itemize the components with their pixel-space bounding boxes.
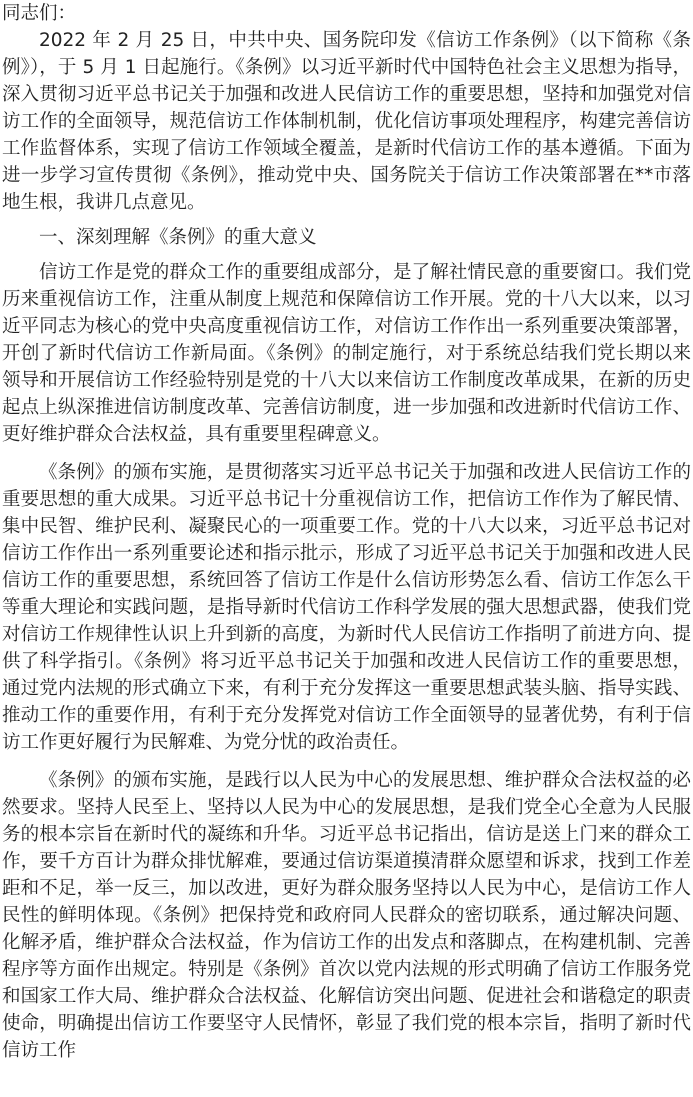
paragraph-intro: 2022 年 2 月 25 日，中共中央、国务院印发《信访工作条例》（以下简称《条例》），于 5 月 1 日起施行。《条例》以习近平新时代中国特色社会主义思想为指导，深入贯彻习近平总书记关于加强和改进人民信访工作的重要思想，坚持和加强党对信访工作的全面领导，规范信访工作体制机制，优化信访事项处理程序，构建完善信访工作监督体系，实现了信访工作领域全覆盖，是新时代信访工作的基本遵循。下面为进一步学习宣传贯彻《条例》，推动党中央、国务院关于信访工作决策部署在**市落地生根，我讲几点意见。	[2, 30, 691, 213]
paragraph-people-centered: 《条例》的颁布实施，是践行以人民为中心的发展思想、维护群众合法权益的必然要求。坚持人民至上、坚持以人民为中心的发展思想，是我们党全心全意为人民服务的根本宗旨在新时代的凝练和升华。习近平总书记指出，信访是送上门来的群众工作，要千方百计为群众排忧解难，要通过信访渠道摸清群众愿望和诉求，找到工作差距和不足，举一反三，加以改进，更好为群众服务坚持以人民为中心，是信访工作人民性的鲜明体现。《条例》把保持党和政府同人民群众的密切联系，通过解决问题、化解矛盾，维护群众合法权益，作为信访工作的出发点和落脚点，在构建机制、完善程序等方面作出规定。特别是《条例》首次以党内法规的形式明确了信访工作服务党和国家工作大局、维护群众合法权益、化解信访突出问题、促进社会和谐稳定的职责使命，明确提出信访工作要坚守人民情怀，彰显了我们党的根本宗旨，指明了新时代信访工作	[2, 770, 691, 1061]
salutation: 同志们：	[2, 3, 77, 24]
paragraph-significance: 信访工作是党的群众工作的重要组成部分，是了解社情民意的重要窗口。我们党历来重视信访工作，注重从制度上规范和保障信访工作开展。党的十八大以来，以习近平同志为核心的党中央高度重视信访工作，对信访工作作出一系列重要决策部署，开创了新时代信访工作新局面。《条例》的制定施行，对于系统总结我们党长期以来领导和开展信访工作经验特别是党的十八大以来信访工作制度改革成果，在新的历史起点上纵深推进信访制度改革、完善信访制度，进一步加强和改进新时代信访工作、更好维护群众合法权益，具有重要里程碑意义。	[2, 262, 691, 445]
section-heading-1: 一、深刻理解《条例》的重大意义	[39, 227, 317, 248]
paragraph-thought: 《条例》的颁布实施，是贯彻落实习近平总书记关于加强和改进人民信访工作的重要思想的重大成果。习近平总书记十分重视信访工作，把信访工作作为了解民情、集中民智、维护民利、凝聚民心的一项重要工作。党的十八大以来，习近平总书记对信访工作作出一系列重要论述和指示批示，形成了习近平总书记关于加强和改进人民信访工作的重要思想，系统回答了信访工作是什么信访形势怎么看、信访工作怎么干等重大理论和实践问题，是指导新时代信访工作科学发展的强大思想武器，使我们党对信访工作规律性认识上升到新的高度，为新时代人民信访工作指明了前进方向、提供了科学指引。《条例》将习近平总书记关于加强和改进人民信访工作的重要思想，通过党内法规的形式确立下来，有利于充分发挥这一重要思想武装头脑、指导实践、推动工作的重要作用，有利于充分发挥党对信访工作全面领导的显著优势，有利于信访工作更好履行为民解难、为党分忧的政治责任。	[2, 462, 691, 753]
